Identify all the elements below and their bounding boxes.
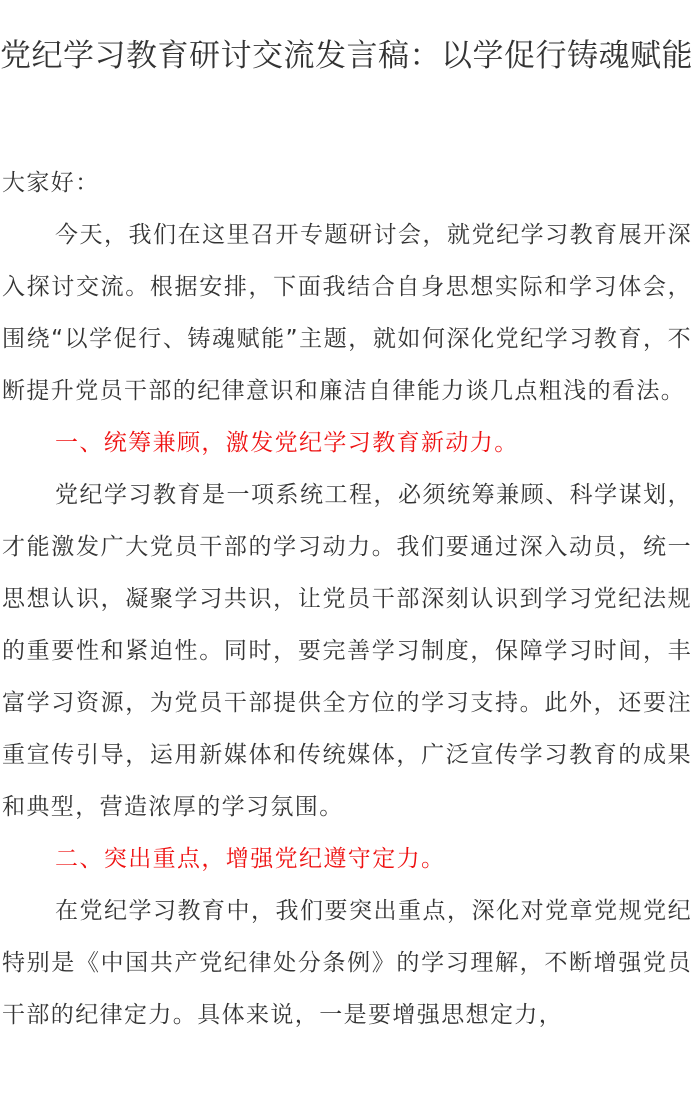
document-title: 党纪学习教育研讨交流发言稿：以学促行铸魂赋能 <box>0 38 693 74</box>
paragraph-intro: 今天，我们在这里召开专题研讨会，就党纪学习教育展开深入探讨交流。根据安排，下面我结合自身思想实际和学习体会，围绕“以学促行、铸魂赋能”主题，就如何深化党纪学习教育，不断提升党员干部的纪律意识和廉洁自律能力谈几点粗浅的看法。 <box>2 222 692 404</box>
paragraph-section-1: 党纪学习教育是一项系统工程，必须统筹兼顾、科学谋划，才能激发广大党员干部的学习动力。我们要通过深入动员，统一思想认识，凝聚学习共识，让党员干部深刻认识到学习党纪法规的重要性和紧迫性。同时，要完善学习制度，保障学习时间，丰富学习资源，为党员干部提供全方位的学习支持。此外，还要注重宣传引导，运用新媒体和传统媒体，广泛宣传学习教育的成果和典型，营造浓厚的学习氛围。 <box>2 482 692 820</box>
paragraph-section-2: 在党纪学习教育中，我们要突出重点，深化对党章党规党纪特别是《中国共产党纪律处分条例》的学习理解，不断增强党员干部的纪律定力。具体来说，一是要增强思想定力， <box>2 898 692 1028</box>
section-heading-1: 一、统筹兼顾，激发党纪学习教育新动力。 <box>55 430 519 456</box>
greeting: 大家好： <box>2 170 100 196</box>
section-heading-2: 二、突出重点，增强党纪遵守定力。 <box>55 846 446 872</box>
document-body <box>2 157 692 1041</box>
